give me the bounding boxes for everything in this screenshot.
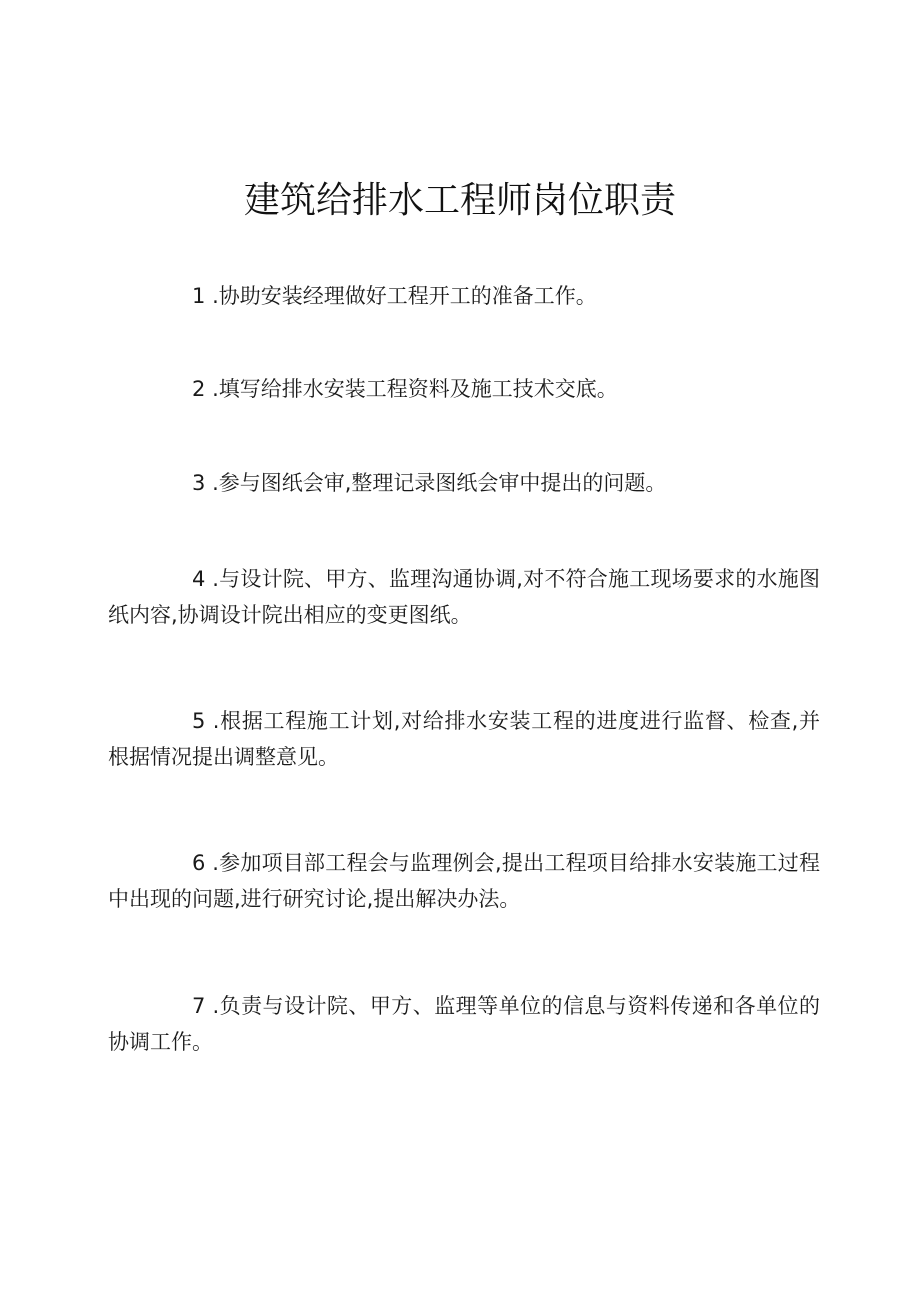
duty-item-text: .参加项目部工程会与监理例会,提出工程项目给排水安装施工过程中出现的问题,进行研究讨论,提出解决办法。: [108, 851, 820, 911]
duty-item-text: .参与图纸会审,整理记录图纸会审中提出的问题。: [212, 471, 667, 495]
duty-item-3: [108, 465, 820, 501]
duty-item-number: 2: [192, 377, 206, 401]
duty-item-text: .填写给排水安装工程资料及施工技术交底。: [212, 377, 618, 401]
duty-item-number: 6: [192, 851, 206, 875]
duty-item-4: [108, 561, 820, 633]
duty-item-5: [108, 703, 820, 775]
document-title: 建筑给排水工程师岗位职责: [243, 180, 676, 221]
duty-item-2: [108, 371, 820, 407]
duty-item-text: .负责与设计院、甲方、监理等单位的信息与资料传递和各单位的协调工作。: [108, 994, 820, 1054]
duty-item-text: .根据工程施工计划,对给排水安装工程的进度进行监督、检查,并根据情况提出调整意见。: [108, 709, 820, 769]
duty-item-number: 3: [192, 471, 206, 495]
duty-item-1: [108, 278, 820, 314]
duty-item-number: 1: [192, 284, 206, 308]
duty-item-7: [108, 988, 820, 1060]
duty-item-6: [108, 845, 820, 917]
duty-item-text: .与设计院、甲方、监理沟通协调,对不符合施工现场要求的水施图纸内容,协调设计院出相应的变更图纸。: [108, 567, 820, 627]
duty-item-number: 4: [192, 567, 206, 591]
duty-item-number: 5: [192, 709, 206, 733]
duty-item-number: 7: [192, 994, 206, 1018]
duty-item-text: .协助安装经理做好工程开工的准备工作。: [212, 284, 597, 308]
